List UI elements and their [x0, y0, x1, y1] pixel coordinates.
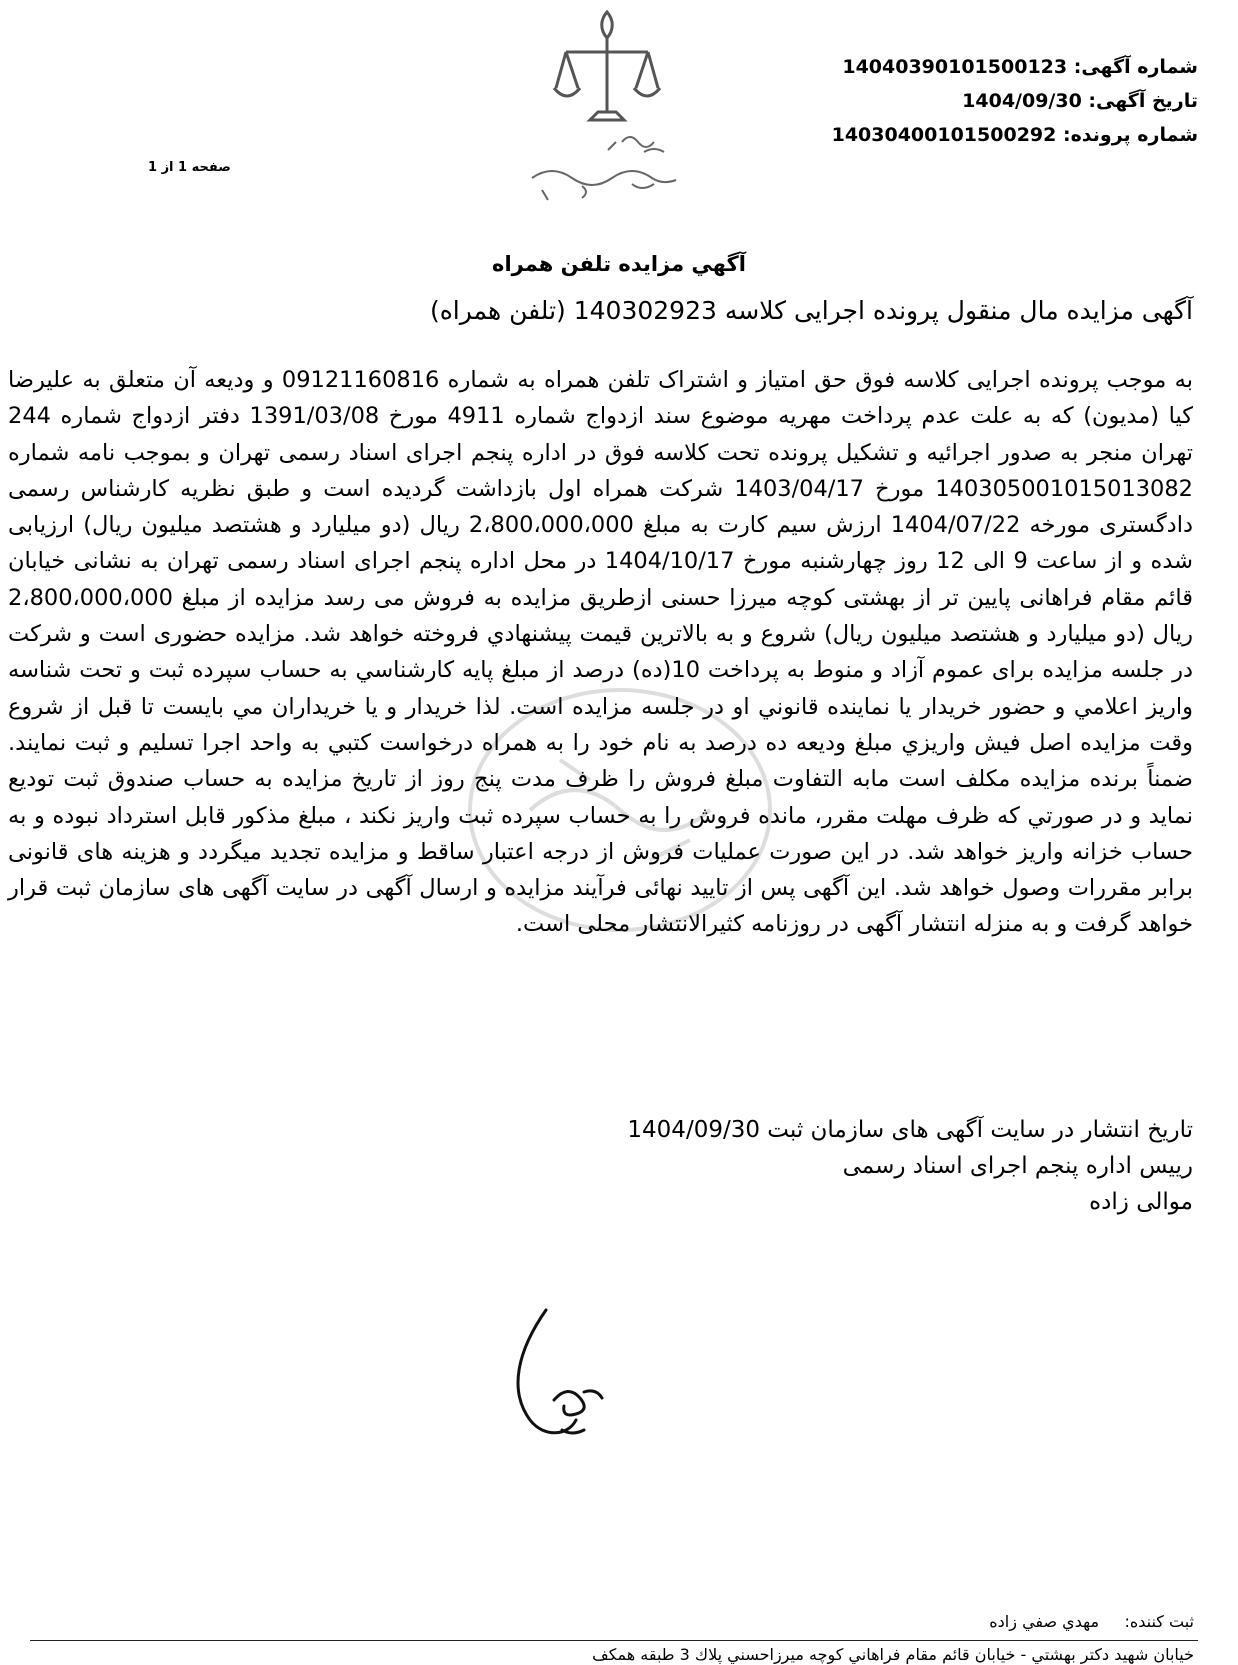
signature-block [493, 1112, 1193, 1220]
notice-number: 14040390101500123 [842, 56, 1068, 78]
case-number-label: شماره پرونده: [1062, 124, 1198, 146]
registrar-name: مهدي صفي زاده [989, 1612, 1100, 1631]
signer-name: موالی زاده [1089, 1189, 1193, 1215]
notice-number-row [768, 50, 1198, 84]
handwritten-signature-icon [458, 1280, 648, 1450]
notice-date-row [768, 84, 1198, 118]
document-subtitle: آگهی مزایده مال منقول پرونده اجرایی کلاسه 140302923 (تلفن همراه) [429, 296, 1193, 325]
page-number: صفحه 1 از 1 [148, 160, 231, 175]
notice-number-label: شماره آگهی: [1073, 56, 1198, 78]
office-address: خيابان شهيد دكتر بهشتي - خيابان قائم مقام فراهاني كوچه ميرزاحسني پلاك 3 طبقه همكف [592, 1645, 1194, 1664]
footer-divider [30, 1640, 1198, 1641]
signer-title: رییس اداره پنجم اجرای اسناد رسمی [842, 1153, 1193, 1179]
case-number: 14030400101500292 [831, 124, 1057, 146]
registrar-label: ثبت کننده: [1124, 1612, 1194, 1631]
notice-meta [768, 50, 1198, 152]
notice-date: 1404/09/30 [962, 90, 1082, 112]
notice-date-label: تاریخ آگهی: [1088, 90, 1198, 112]
org-caption-logotype [512, 128, 702, 218]
registrar-line [989, 1612, 1194, 1631]
notice-body: به موجب پرونده اجرایی کلاسه فوق حق امتیاز و اشتراک تلفن همراه به شماره 09121160816 و ودیعه آن متعلق به علیرضا کیا (مدیون) که به علت عدم پرداخت مهریه موضوع سند ازدواج شماره 4911 مورخ 1391/03/08 دفتر ازدواج شماره 244 تهران منجر به صدور اجرائیه و تشکیل پرونده تحت کلاسه فوق در اداره پنجم اجرای اسناد رسمی تهران و بموجب نامه شماره 140305001015013082 مورخ 1403/04/17 شرکت همراه اول بازداشت گردیده است و طبق نظریه کارشناس رسمی دادگستری مورخه 1404/07/22 ارزش سیم کارت به مبلغ 2،800،000،000 ریال (دو میلیارد و هشتصد میلیون ریال) ارزیابی شده و از ساعت 9 الی 12 روز چهارشنبه مورخ 1404/10/17 در محل اداره پنجم اجرای اسناد رسمی تهران به نشانی خیابان قائم مقام فراهانی پایین تر از بهشتی کوچه میرزا حسنی ازطریق مزایده به فروش می رسد مزایده از مبلغ 2،800،000،000 ریال (دو میلیارد و هشتصد میلیون ریال) شروع و به بالاترین قیمت پیشنهادي فروخته خواهد شد. مزایده حضوری است و شرکت در جلسه مزایده برای عموم آزاد و منوط به پرداخت 10(ده) درصد از مبلغ پایه کارشناسي به حساب سپرده ثبت و تحت شناسه واریز اعلامي و حضور خریدار یا نماینده قانوني او در جلسه مزایده است. لذا خریدار و یا خریداران مي بایست تا قبل از شروع وقت مزایده اصل فیش واریزي مبلغ ودیعه ده درصد به نام خود را به همراه درخواست کتبي به واحد اجرا تسلیم و ثبت نمایند. ضمناً برنده مزایده مکلف است مابه التفاوت مبلغ فروش را ظرف مدت پنج روز از تاریخ مزایده به حساب صندوق ثبت تودیع نماید و در صورتي که ظرف مهلت مقرر، مانده فروش را به حساب سپرده ثبت واریز نکند ، مبلغ مذکور قابل استرداد نبوده و به حساب خزانه واریز خواهد شد. در این صورت عملیات فروش از درجه اعتبار ساقط و مزایده تجدید میگردد و هزینه های قانونی برابر مقررات وصول خواهد شد. این آگهی پس از تایید نهائی فرآیند مزایده و ارسال آگهی در سایت آگهی های سازمان ثبت قرار خواهد گرفت و به منزله انتشار آگهی در روزنامه کثیرالانتشار محلی است. [8, 367, 1194, 938]
case-number-row [768, 118, 1198, 152]
scales-of-justice-emblem-icon [552, 8, 662, 128]
document-title: آگهي مزايده تلفن همراه [492, 252, 746, 276]
publication-date-line: تاریخ انتشار در سایت آگهی های سازمان ثبت 1404/09/30 [627, 1117, 1193, 1143]
